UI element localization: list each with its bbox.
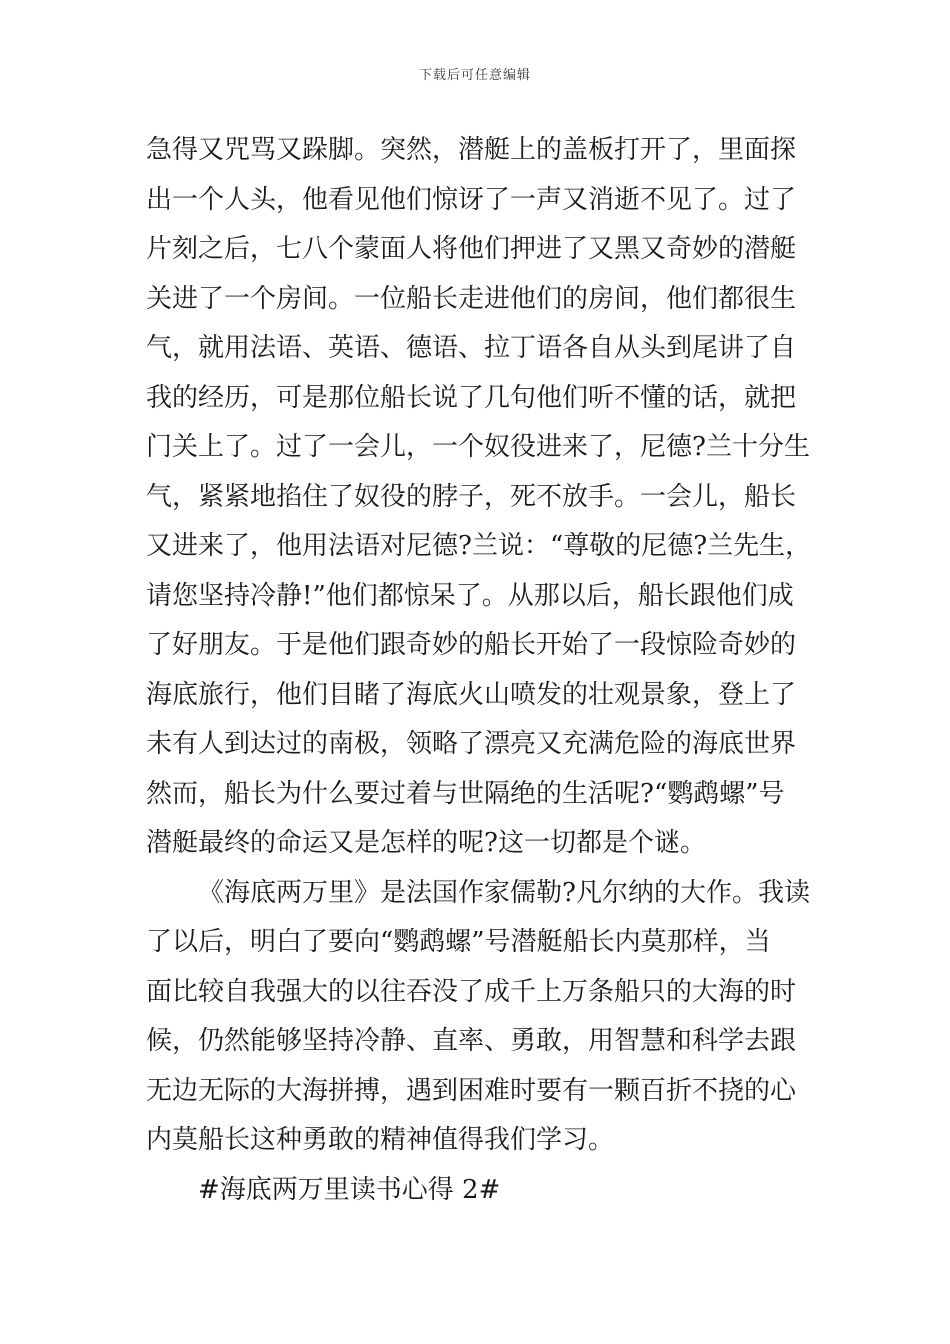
paragraph-line: 了以后，明白了要向“鹦鹉螺”号潜艇船长内莫那样，当 (146, 927, 771, 957)
paragraph-line: 请您坚持冷静!”他们都惊呆了。从那以后，船长跟他们成 (146, 580, 794, 611)
paragraph-line: 内莫船长这种勇敢的精神值得我们学习。 (146, 1125, 615, 1155)
paragraph-line: 潜艇最终的命运又是怎样的呢?这一切都是个谜。 (146, 828, 706, 858)
paragraph-line: 候，仍然能够坚持冷静、直率、勇敢，用智慧和科学去跟 (146, 1026, 797, 1056)
paragraph-line: 门关上了。过了一会儿，一个奴役进来了，尼德?兰十分生 (146, 432, 810, 462)
paragraph-line: 面比较自我强大的以往吞没了成千上万条船只的大海的时 (146, 976, 797, 1007)
paragraph-line: 我的经历，可是那位船长说了几句他们听不懂的话，就把 (146, 382, 797, 413)
paragraph-line: 气，紧紧地掐住了奴役的脖子，死不放手。一会儿，船长 (146, 481, 797, 512)
section-heading: #海底两万里读书心得 2# (198, 1174, 501, 1205)
paragraph-line: 关进了一个房间。一位船长走进他们的房间，他们都很生 (146, 283, 797, 314)
paragraph-1 (146, 126, 812, 869)
paragraph-line: 急得又咒骂又跺脚。突然，潜艇上的盖板打开了，里面探 (146, 135, 797, 165)
paragraph-line: 《海底两万里》是法国作家儒勒?凡尔纳的大作。我读 (198, 877, 810, 908)
paragraph-line: 然而，船长为什么要过着与世隔绝的生活呢?“鹦鹉螺”号 (146, 778, 785, 809)
paragraph-line: 出一个人头，他看见他们惊讶了一声又消逝不见了。过了 (146, 184, 797, 215)
paragraph-line: 海底旅行，他们目睹了海底火山喷发的壮观景象，登上了 (146, 679, 797, 710)
paragraph-line: 又进来了，他用法语对尼德?兰说：“尊敬的尼德?兰先生， (146, 531, 812, 561)
paragraph-line: 未有人到达过的南极，领略了漂亮又充满危险的海底世界 (146, 729, 797, 759)
paragraph-line: 无边无际的大海拼搏，遇到困难时要有一颗百折不挠的心 (146, 1075, 797, 1106)
page-header: 下载后可任意编辑 (418, 68, 531, 83)
paragraph-line: 了好朋友。于是他们跟奇妙的船长开始了一段惊险奇妙的 (146, 630, 797, 660)
document-body (146, 126, 812, 1215)
paragraph-line: 气，就用法语、英语、德语、拉丁语各自从头到尾讲了自 (146, 333, 797, 363)
paragraph-line: 片刻之后，七八个蒙面人将他们押进了又黑又奇妙的潜艇 (146, 234, 797, 264)
paragraph-2 (146, 869, 812, 1166)
